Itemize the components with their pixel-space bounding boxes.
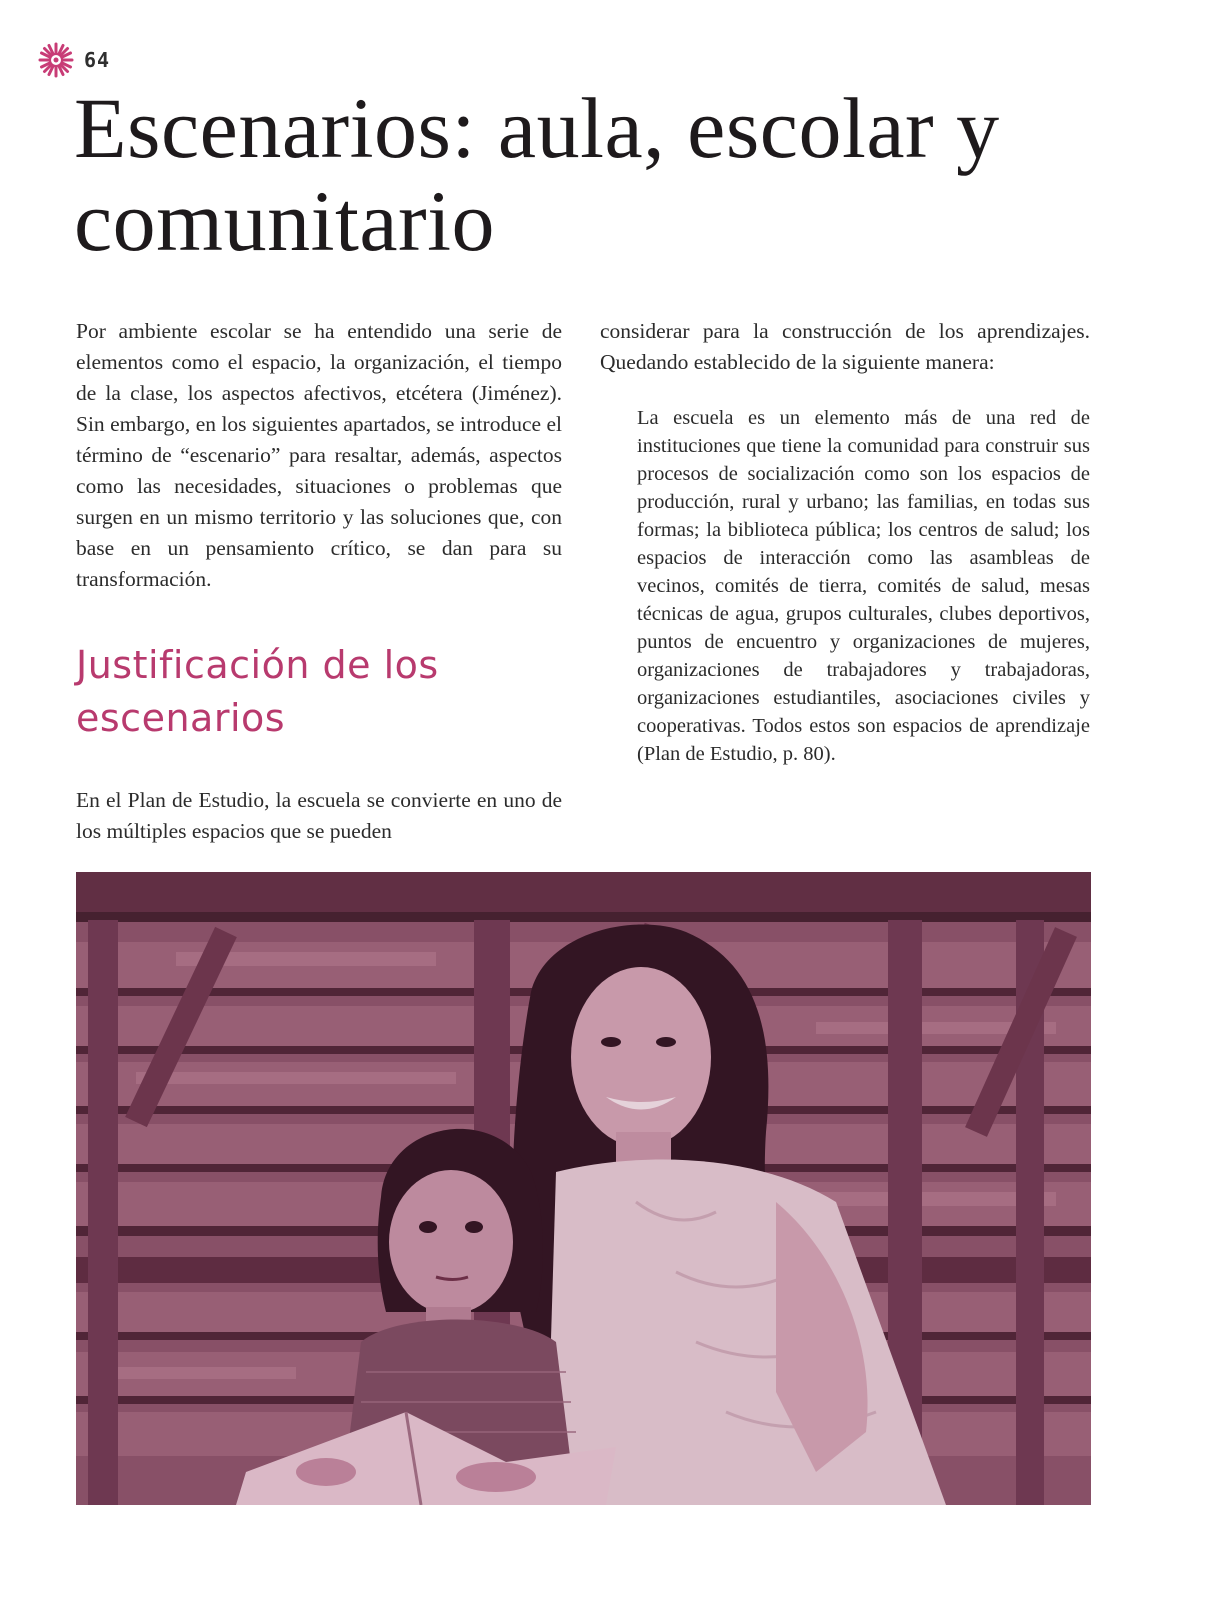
left-column [76,316,562,847]
intro-paragraph: Por ambiente escolar se ha entendido una serie de elementos como el espacio, la organización, el tiempo de la clase, los aspectos afectivos, etcétera (Jiménez). Sin embargo, en los siguientes apartados, se introduce el término de “escenario” para resaltar, además, aspectos como las necesidades, situaciones o problemas que surgen en un mismo territorio y las soluciones que, con base en un pensamiento crítico, se dan para su transformación. [76,319,562,591]
photo-woman-and-girl-reading [76,872,1091,1505]
continuation-paragraph: considerar para la construcción de los aprendizajes. Quedando establecido de la siguiente manera: [600,319,1090,374]
page-header [36,40,110,80]
page-number: 64 [84,48,111,72]
block-quote: La escuela es un elemento más de una red de instituciones que tiene la comunidad para construir sus procesos de socialización como son los espacios de producción, rural y urbano; las familias, en todas sus formas; la biblioteca pública; los centros de salud; los espacios de interacción como las asambleas de vecinos, comités de tierra, comités de salud, mesas técnicas de agua, grupos culturales, clubes deportivos, puntos de encuentro y organizaciones de mujeres, organizaciones de trabajadores y trabajadoras, organizaciones estudiantiles, asociaciones civiles y cooperativas. Todos estos son espacios de aprendizaje (Plan de Estudio, p. 80). [637,407,1090,765]
flower-icon [36,40,76,80]
right-column [600,316,1090,768]
page-title: Escenarios: aula, escolar y comunitario [74,80,1000,269]
section-paragraph: En el Plan de Estudio, la escuela se convierte en uno de los múltiples espacios que se pueden [76,788,562,843]
photo-illustration [76,872,1091,1505]
section-heading: Justificación de los escenarios [76,643,439,740]
